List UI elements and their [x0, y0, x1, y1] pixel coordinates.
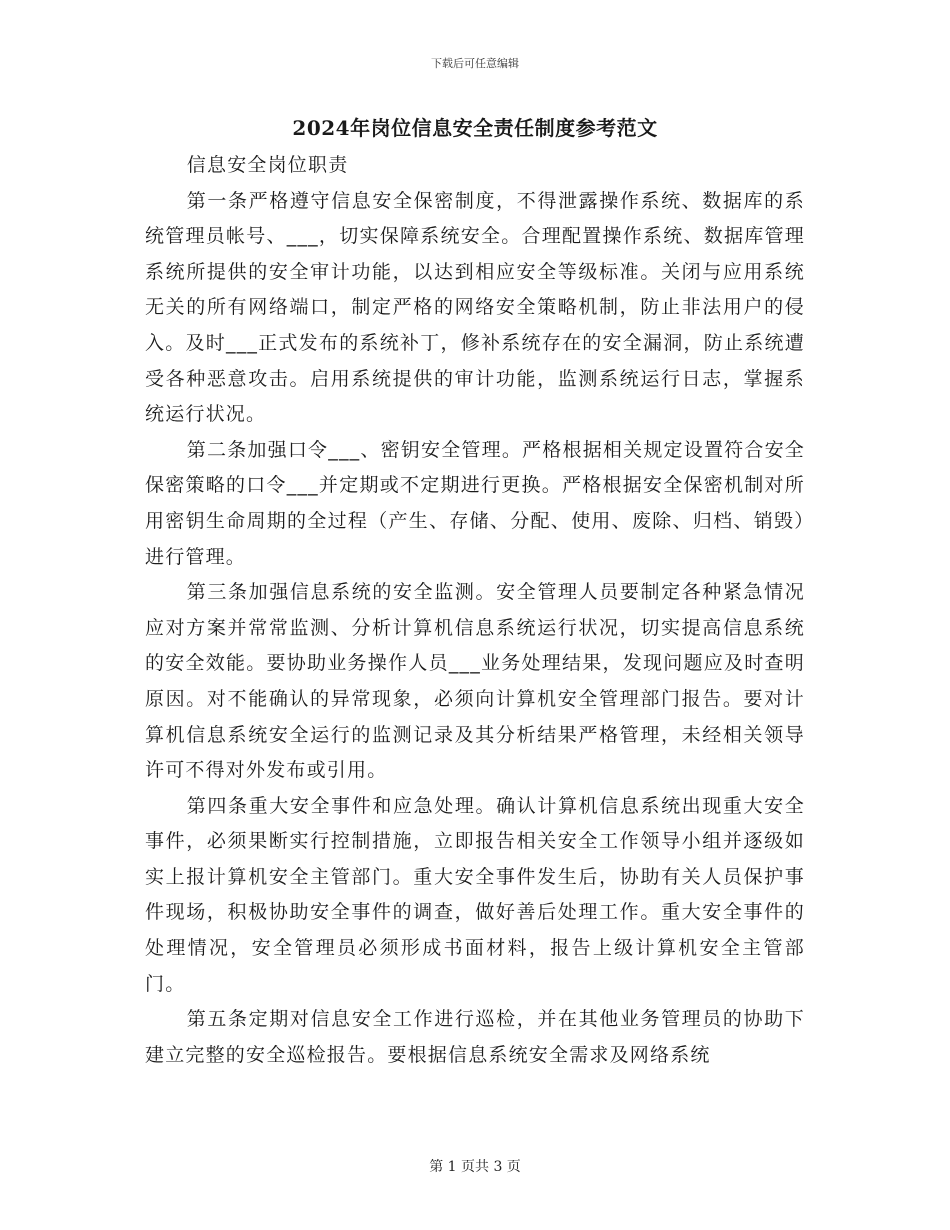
- document-body: [145, 148, 805, 1073]
- paragraph-article-2: 第二条加强口令___、密钥安全管理。严格根据相关规定设置符合安全保密策略的口令___并定期或不定期进行更换。严格根据安全保密机制对所用密钥生命周期的全过程（产生、存储、分配、使用、废除、归档、销毁）进行管理。: [145, 438, 805, 568]
- paragraph-article-5: 第五条定期对信息安全工作进行巡检，并在其他业务管理员的协助下建立完整的安全巡检报告。要根据信息系统安全需求及网络系统: [145, 1008, 805, 1066]
- page-footer: 第 1 页共 3 页: [429, 1159, 521, 1175]
- paragraph-article-4: 第四条重大安全事件和应急处理。确认计算机信息系统出现重大安全事件，必须果断实行控制措施，立即报告相关安全工作领导小组并逐级如实上报计算机安全主管部门。重大安全事件发生后，协助有关人员保护事件现场，积极协助安全事件的调查，做好善后处理工作。重大安全事件的处理情况，安全管理员必须形成书面材料，报告上级计算机安全主管部门。: [145, 794, 805, 995]
- header-note: 下载后可任意编辑: [431, 57, 519, 70]
- document-title: 2024年岗位信息安全责任制度参考范文: [292, 116, 658, 140]
- section-heading: 信息安全岗位职责: [186, 154, 349, 176]
- paragraph-article-1: 第一条严格遵守信息安全保密制度，不得泄露操作系统、数据库的系统管理员帐号、___，切实保障系统安全。合理配置操作系统、数据库管理系统所提供的安全审计功能，以达到相应安全等级标准。关闭与应用系统无关的所有网络端口，制定严格的网络安全策略机制，防止非法用户的侵入。及时___正式发布的系统补丁，修补系统存在的安全漏洞，防止系统遭受各种恶意攻击。启用系统提供的审计功能，监测系统运行日志，掌握系统运行状况。: [145, 189, 805, 426]
- paragraph-article-3: 第三条加强信息系统的安全监测。安全管理人员要制定各种紧急情况应对方案并常常监测、分析计算机信息系统运行状况，切实提高信息系统的安全效能。要协助业务操作人员___业务处理结果，发现问题应及时查明原因。对不能确认的异常现象，必须向计算机安全管理部门报告。要对计算机信息系统安全运行的监测记录及其分析结果严格管理，未经相关领导许可不得对外发布或引用。: [145, 581, 805, 782]
